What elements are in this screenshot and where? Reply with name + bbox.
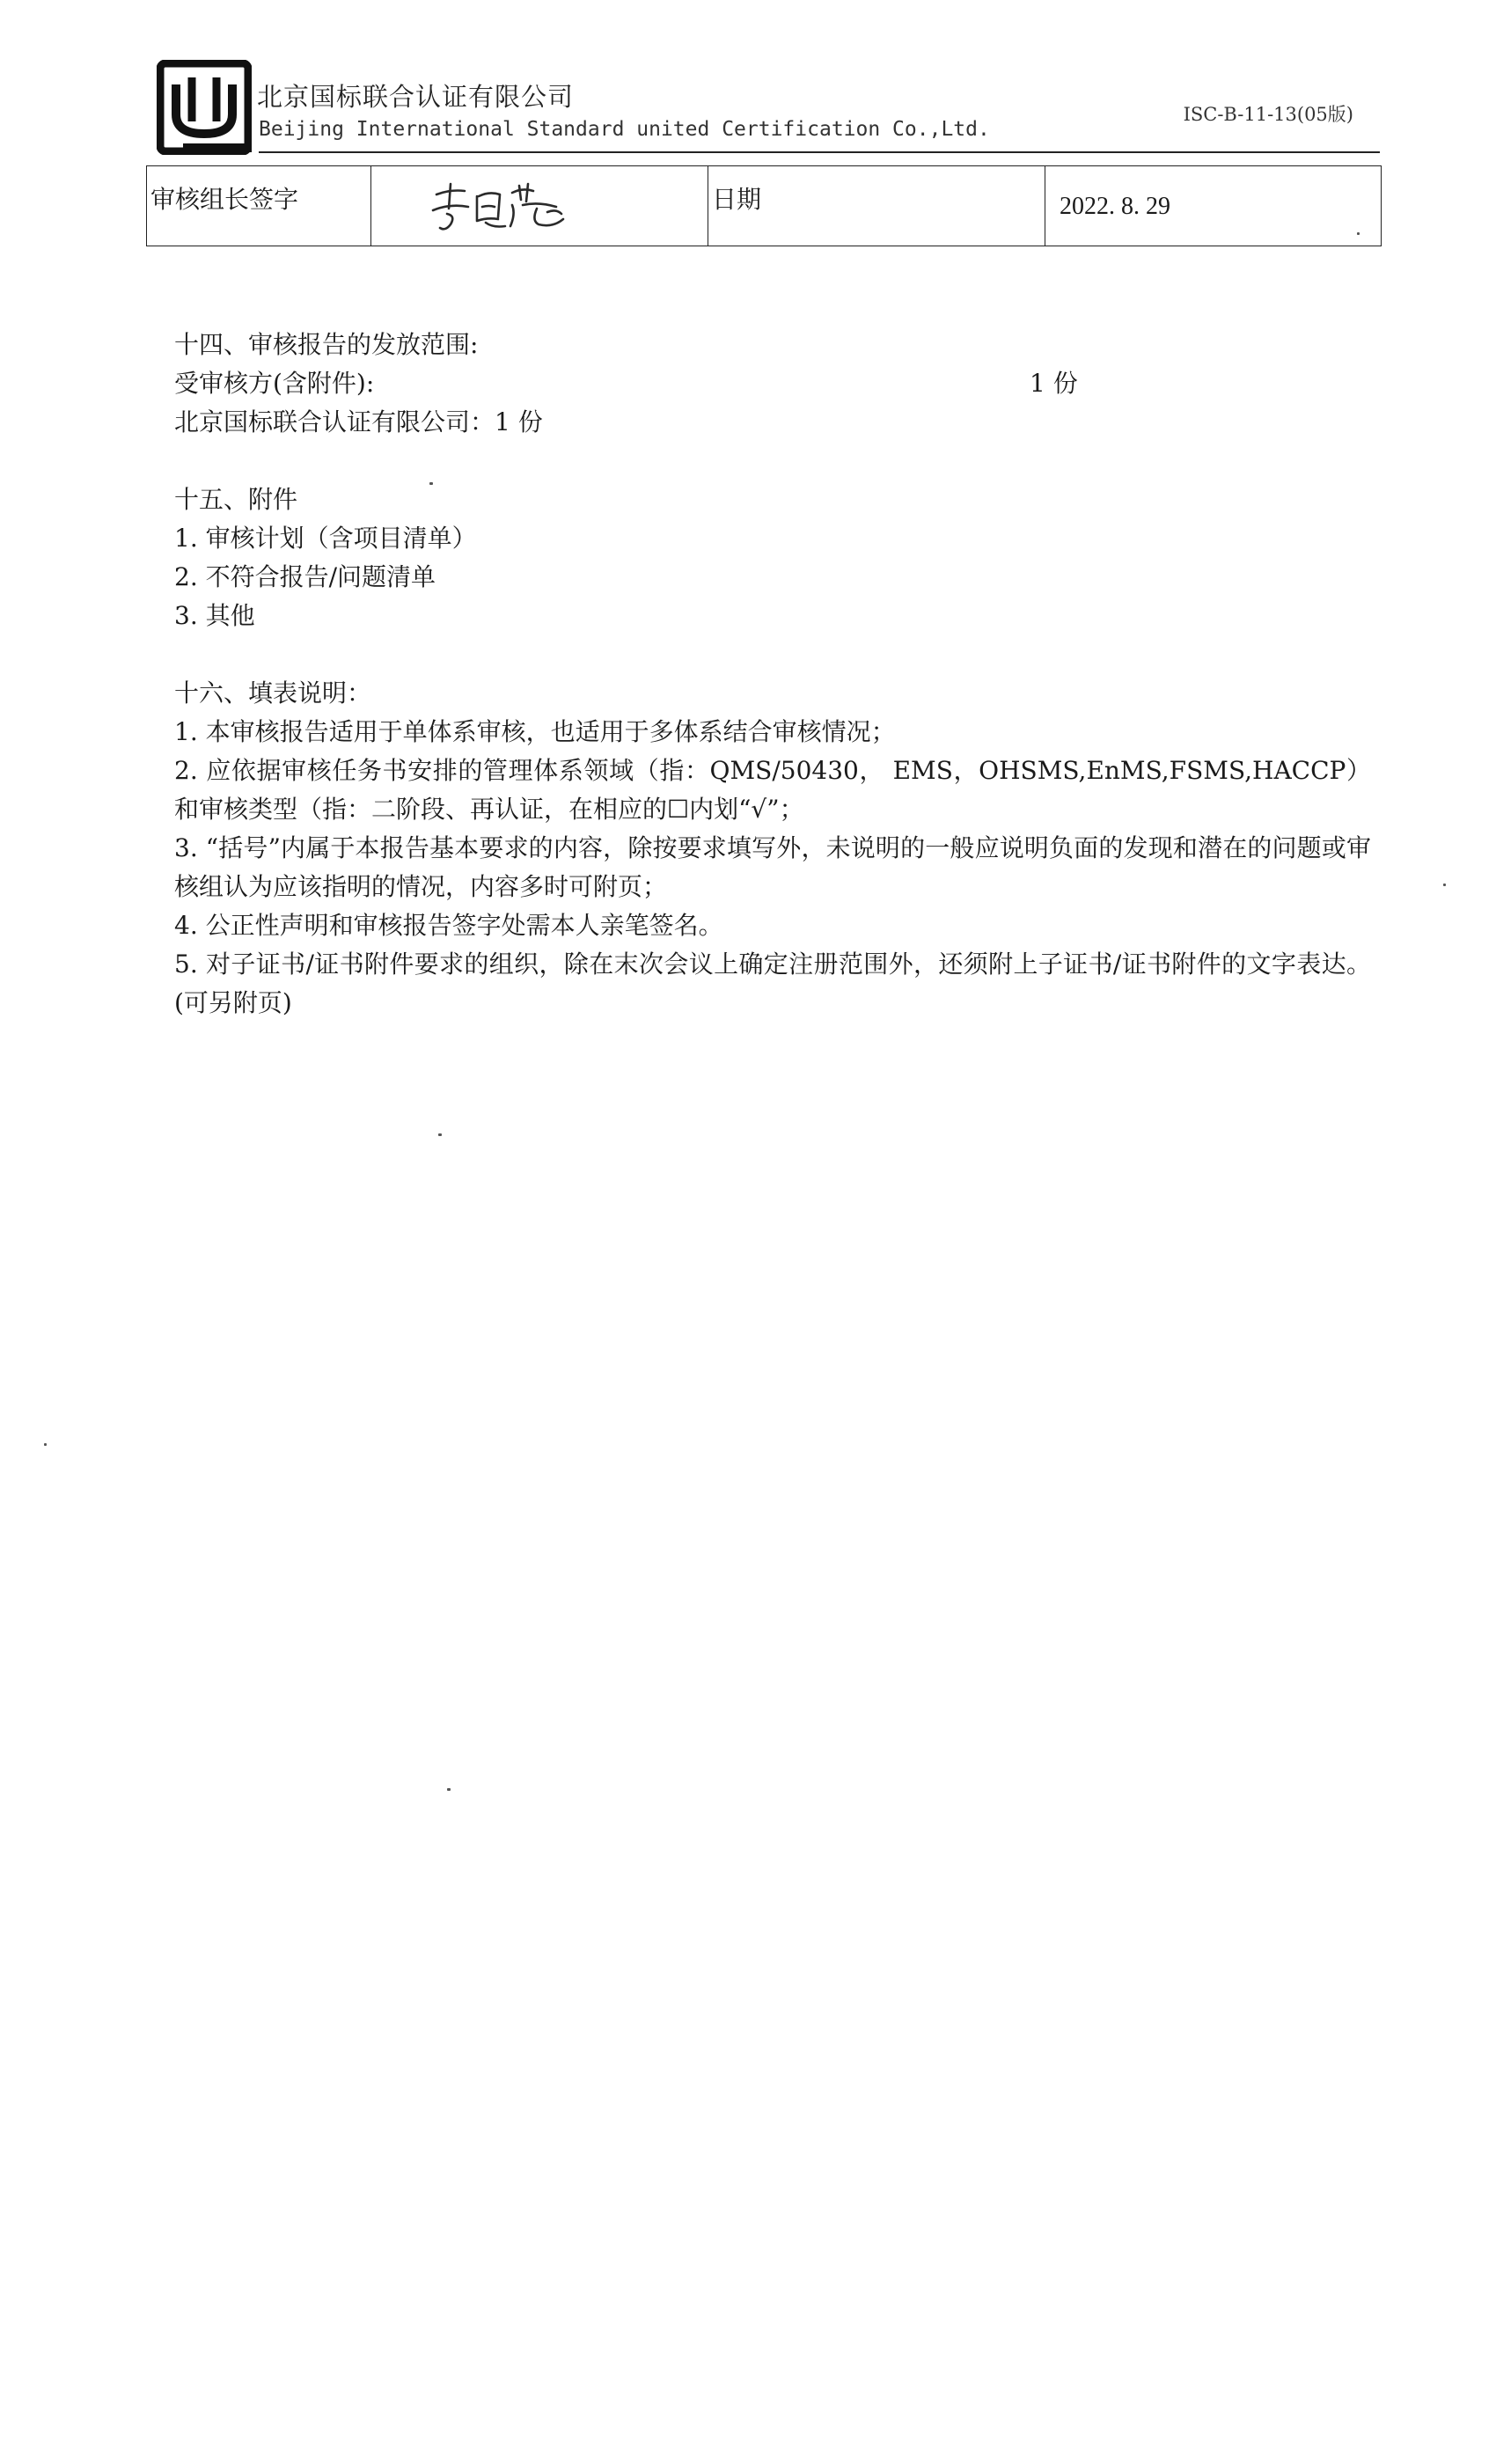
- attachment-item: 1. 审核计划（含项目清单）: [174, 524, 477, 553]
- auditee-label: 受审核方(含附件):: [174, 369, 375, 398]
- company-copies-line: 北京国标联合认证有限公司：1 份: [174, 407, 543, 436]
- spacer: [174, 635, 1371, 674]
- scan-speck: [1443, 884, 1446, 886]
- header-divider: [259, 151, 1380, 153]
- scan-speck: [447, 1788, 451, 1791]
- signature-row: [147, 166, 1382, 246]
- auditee-copies: 1 份: [1030, 369, 1078, 398]
- instruction-item: 4. 公正性声明和审核报告签字处需本人亲笔签名。: [174, 911, 723, 940]
- scan-speck: [44, 1443, 47, 1446]
- company-name-english: Beijing International Standard united Certification Co.,Ltd.: [259, 118, 990, 141]
- company-logo-icon: [157, 60, 252, 155]
- date-label: 日期: [712, 185, 762, 214]
- leader-signature-cell: [371, 166, 708, 246]
- signature-table: [146, 165, 1382, 246]
- instruction-item: 5. 对子证书/证书附件要求的组织，除在末次会议上确定注册范围外，还须附上子证书/证书附件的文字表达。(可另附页): [174, 950, 1371, 1017]
- scan-speck: [438, 1133, 442, 1136]
- section15-title: 十五、附件: [174, 485, 298, 514]
- attachment-item: 3. 其他: [174, 601, 255, 630]
- scan-speck: [1357, 232, 1360, 235]
- section14-title: 十四、审核报告的发放范围:: [174, 330, 479, 359]
- document-header: [157, 60, 1389, 158]
- instruction-item: 1. 本审核报告适用于单体系审核，也适用于多体系结合审核情况；: [174, 717, 896, 746]
- company-name-chinese: 北京国标联合认证有限公司: [257, 82, 575, 112]
- scan-speck: [429, 482, 433, 485]
- instruction-item: 2. 应依据审核任务书安排的管理体系领域（指：QMS/50430， EMS，OHSMS,EnMS,FSMS,HACCP）和审核类型（指：二阶段、再认证，在相应的☐内划“√”；: [174, 756, 1371, 824]
- date-value: 2022. 8. 29: [1060, 193, 1170, 220]
- attachment-item: 2. 不符合报告/问题清单: [174, 562, 436, 591]
- leader-signature-label: 审核组长签字: [150, 185, 299, 214]
- leader-signature-label-cell: [147, 166, 371, 246]
- spacer: [174, 442, 1371, 480]
- report-body: [174, 326, 1371, 1023]
- auditee-copies-row: [174, 364, 1371, 403]
- date-value-cell: [1045, 166, 1382, 246]
- form-code: ISC-B-11-13(05版): [1183, 104, 1353, 125]
- instruction-item: 3. “括号”内属于本报告基本要求的内容，除按要求填写外，未说明的一般应说明负面的发现和潜在的问题或审核组认为应该指明的情况，内容多时可附页；: [174, 833, 1371, 901]
- handwritten-signature: [424, 173, 574, 240]
- section16-title: 十六、填表说明：: [174, 678, 372, 708]
- date-label-cell: [708, 166, 1045, 246]
